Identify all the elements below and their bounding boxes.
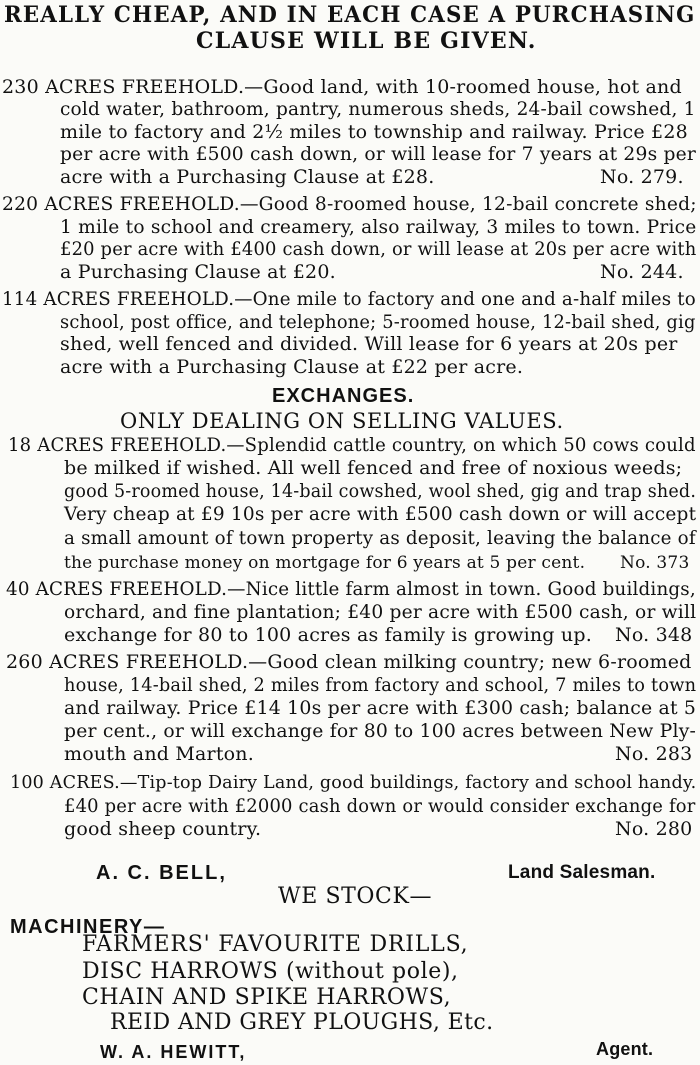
listing-line: 220 ACRES FREEHOLD.—Good 8-roomed house, 12-bail concrete shed; <box>2 193 697 215</box>
listing-line: school, post office, and telephone; 5-roomed house, 12-bail shed, gig <box>60 311 696 333</box>
agent-title: Agent. <box>596 1039 654 1059</box>
exchange-line: £40 per acre with £2000 cash down or would consider exchange for <box>64 795 696 817</box>
exchange-ref: No. 280 <box>615 818 693 840</box>
exchange-line: orchard, and fine plantation; £40 per acre with £500 cash, or will <box>64 601 697 623</box>
listing-line: acre with a Purchasing Clause at £22 per acre. <box>60 356 524 378</box>
listing-line: per acre with £500 cash down, or will lease for 7 years at 29s per <box>60 143 697 165</box>
exchanges-heading: EXCHANGES. <box>272 385 415 407</box>
exchange-line: house, 14-bail shed, 2 miles from factory and school, 7 miles to town <box>64 674 697 696</box>
listing-line: mile to factory and 2½ miles to township and railway. Price £28 <box>60 121 688 143</box>
listing-ref: No. 279. <box>600 166 684 188</box>
exchange-line: 260 ACRES FREEHOLD.—Good clean milking country; new 6-roomed <box>6 651 692 673</box>
exchange-line: good sheep country. <box>64 818 262 840</box>
stock-heading: WE STOCK— <box>278 884 433 909</box>
exchange-line: good 5-roomed house, 14-bail cowshed, wool shed, gig and trap shed. <box>64 480 697 502</box>
exchange-line: 40 ACRES FREEHOLD.—Nice little farm almost in town. Good buildings, <box>6 578 696 600</box>
stock-item: DISC HARROWS (without pole), <box>82 959 459 984</box>
listing-line: a Purchasing Clause at £20. <box>60 261 336 283</box>
listing-line: 230 ACRES FREEHOLD.—Good land, with 10-roomed house, hot and <box>2 76 682 98</box>
listing-line: acre with a Purchasing Clause at £28. <box>60 166 435 188</box>
exchange-ref: No. 348 <box>615 624 693 646</box>
listing-line: 114 ACRES FREEHOLD.—One mile to factory and one and a-half miles to <box>2 288 696 310</box>
exchange-line: 100 ACRES.—Tip-top Dairy Land, good buildings, factory and school handy. <box>10 772 697 793</box>
exchanges-subheading: ONLY DEALING ON SELLING VALUES. <box>120 409 564 433</box>
exchange-ref: No. 373 <box>620 553 690 573</box>
exchange-ref: No. 283 <box>615 743 693 765</box>
exchange-line: Very cheap at £9 10s per acre with £500 cash down or will accept <box>64 503 697 525</box>
stock-item: CHAIN AND SPIKE HARROWS, <box>82 985 452 1010</box>
machinery-heading: MACHINERY— <box>10 916 166 938</box>
exchange-line: a small amount of town property as deposit, leaving the balance of <box>64 527 696 549</box>
listing-ref: No. 244. <box>600 261 684 283</box>
exchange-line: mouth and Marton. <box>64 743 254 765</box>
salesman-name: A. C. BELL, <box>96 862 227 884</box>
listing-line: £20 per acre with £400 cash down, or will lease at 20s per acre with <box>60 238 697 260</box>
stock-item: REID AND GREY PLOUGHS, Etc. <box>110 1010 494 1035</box>
listing-line: 1 mile to school and creamery, also railway, 3 miles to town. Price <box>60 216 697 238</box>
exchange-line: the purchase money on mortgage for 6 years at 5 per cent. <box>64 553 586 573</box>
listing-line: shed, well fenced and divided. Will lease for 6 years at 20s per <box>60 333 678 355</box>
listing-line: cold water, bathroom, pantry, numerous sheds, 24-bail cowshed, 1 <box>60 98 696 120</box>
exchange-line: exchange for 80 to 100 acres as family is growing up. <box>64 624 592 646</box>
stock-item: FARMERS' FAVOURITE DRILLS, <box>82 932 469 957</box>
header-line-2: CLAUSE WILL BE GIVEN. <box>196 28 537 54</box>
exchange-line: 18 ACRES FREEHOLD.—Splendid cattle country, on which 50 cows could <box>8 434 696 456</box>
exchange-line: and railway. Price £14 10s per acre with £300 cash; balance at 5 <box>64 697 697 719</box>
exchange-line: per cent., or will exchange for 80 to 100 acres between New Ply- <box>64 720 697 742</box>
header-line-1: REALLY CHEAP, AND IN EACH CASE A PURCHASING <box>4 2 696 28</box>
agent-name: W. A. HEWITT, <box>100 1042 247 1062</box>
exchange-line: be milked if wished. All well fenced and free of noxious weeds; <box>64 457 683 479</box>
salesman-title: Land Salesman. <box>508 862 656 883</box>
